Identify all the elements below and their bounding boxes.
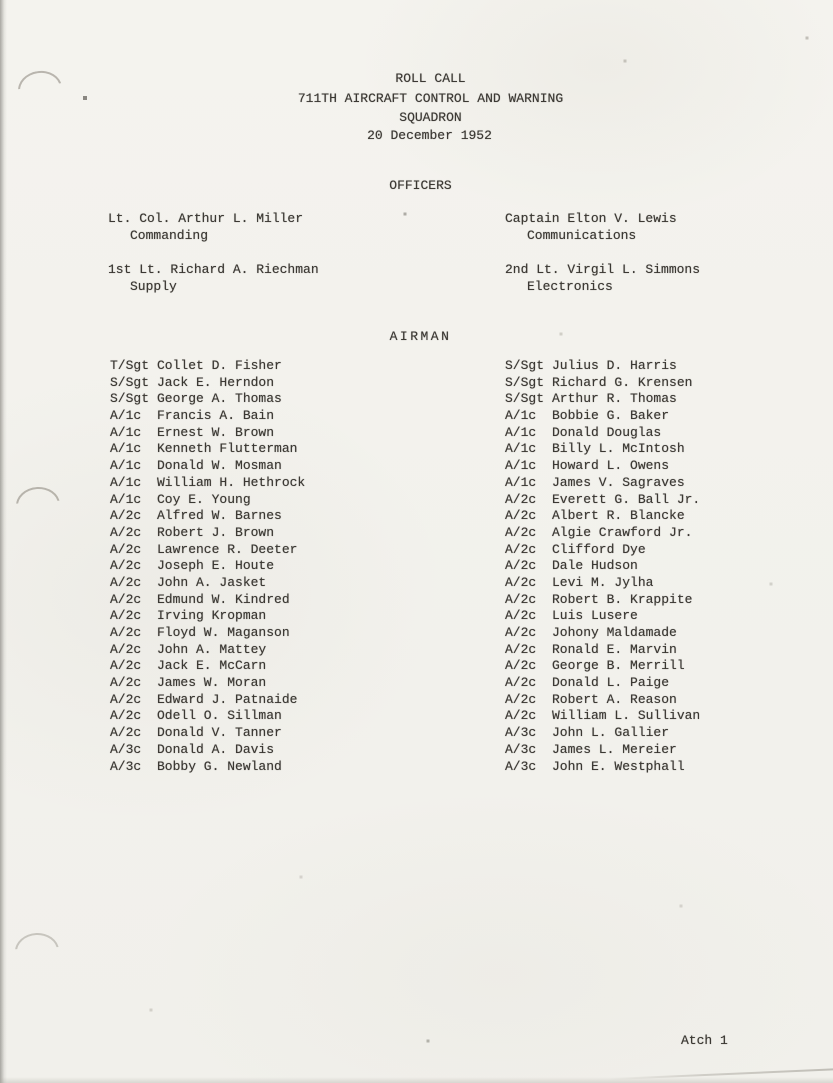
airman-name: Bobby G. Newland <box>157 758 282 774</box>
airman-row <box>110 658 305 675</box>
airman-name: Robert A. Reason <box>552 691 677 707</box>
airman-row <box>505 441 700 458</box>
airman-rank: S/Sgt <box>505 391 545 407</box>
airman-row <box>110 492 305 509</box>
airman-row <box>505 391 700 408</box>
airman-rank: A/2c <box>505 508 537 524</box>
scan-noise-specks <box>0 0 2 2</box>
airman-name: Edmund W. Kindred <box>157 591 290 607</box>
airman-rank: A/2c <box>505 524 537 540</box>
airman-name: Francis A. Bain <box>157 408 275 424</box>
airman-row <box>110 458 305 475</box>
airman-row <box>505 592 700 609</box>
airman-row <box>505 708 700 725</box>
airman-name: Dale Hudson <box>552 558 638 574</box>
airman-row <box>505 425 700 442</box>
officer-role: Electronics <box>527 279 613 294</box>
airman-rank: A/2c <box>505 658 537 674</box>
scan-edge-shadow-left <box>0 0 7 1083</box>
airman-rank: A/3c <box>505 741 537 757</box>
airman-name: Jack E. McCarn <box>157 658 267 674</box>
airman-row <box>505 358 700 375</box>
airman-name: Floyd W. Maganson <box>157 625 290 640</box>
airman-name: John A. Mattey <box>157 641 267 657</box>
airman-rank: A/3c <box>505 758 537 774</box>
airman-row <box>110 475 305 492</box>
airman-row <box>505 692 700 709</box>
airman-rank: A/2c <box>505 675 537 691</box>
officers-list <box>108 210 768 295</box>
airman-name: Donald A. Davis <box>157 741 275 757</box>
airman-rank: A/2c <box>505 691 537 707</box>
airman-row <box>110 441 305 458</box>
airman-rank: A/2c <box>110 608 142 624</box>
officer-name: Lt. Col. Arthur L. Miller <box>108 211 304 226</box>
title-line-2: 711TH AIRCRAFT CONTROL AND WARNING <box>297 90 564 106</box>
officer-role: Supply <box>130 279 177 294</box>
hole-punch-mark-bottom <box>14 932 60 970</box>
airman-name: Arthur R. Thomas <box>552 391 677 407</box>
airman-row <box>505 675 700 692</box>
airman-rank: A/2c <box>110 725 142 741</box>
airman-name: William H. Hethrock <box>157 474 306 490</box>
airman-row <box>110 375 305 392</box>
airman-name: John L. Gallier <box>552 725 670 741</box>
airman-rank: A/3c <box>110 758 142 774</box>
airman-row <box>505 525 700 542</box>
airman-rank: A/2c <box>505 708 537 724</box>
airman-name: Robert J. Brown <box>157 524 275 540</box>
airman-name: Donald W. Mosman <box>157 458 282 474</box>
airman-row <box>110 692 305 709</box>
airman-rank: A/2c <box>110 675 142 691</box>
airman-row <box>110 675 305 692</box>
airman-name: Algie Crawford Jr. <box>552 524 693 540</box>
airman-rank: A/2c <box>110 658 142 674</box>
title-line-1: ROLL CALL <box>395 71 466 86</box>
airman-name: Kenneth Flutterman <box>157 441 298 457</box>
airman-row <box>505 492 700 509</box>
airman-row <box>505 725 700 742</box>
airmen-left-column <box>110 358 305 775</box>
airman-row <box>110 592 305 609</box>
airman-rank: A/2c <box>505 625 537 640</box>
airman-row <box>110 608 305 625</box>
airman-row <box>110 575 305 592</box>
airman-name: Donald V. Tanner <box>157 725 282 741</box>
airman-rank: A/2c <box>505 541 537 557</box>
airman-rank: A/3c <box>110 741 142 757</box>
airman-rank: A/1c <box>110 424 142 440</box>
airman-name: Odell O. Sillman <box>157 708 282 724</box>
officer-name: Captain Elton V. Lewis <box>505 211 677 226</box>
airman-name: Coy E. Young <box>157 491 251 507</box>
airman-row <box>505 542 700 559</box>
document-title-block <box>0 69 833 128</box>
airman-rank: A/3c <box>505 725 537 741</box>
airman-rank: A/1c <box>110 408 142 424</box>
airman-name: Richard G. Krensen <box>552 374 693 390</box>
airman-rank: A/1c <box>110 458 142 474</box>
airman-rank: A/1c <box>505 408 537 424</box>
airman-row <box>505 475 700 492</box>
airman-name: John A. Jasket <box>157 574 267 590</box>
airman-row <box>505 658 700 675</box>
officer-entry <box>505 261 768 295</box>
airman-rank: A/2c <box>110 591 142 607</box>
airman-row <box>505 759 700 776</box>
airman-name: Clifford Dye <box>552 541 646 557</box>
airman-rank: A/2c <box>110 524 142 540</box>
airman-name: James W. Moran <box>157 675 267 691</box>
airman-name: James V. Sagraves <box>552 474 685 490</box>
airman-name: Albert R. Blancke <box>552 508 685 524</box>
airman-row <box>110 425 305 442</box>
airman-row <box>505 458 700 475</box>
airman-name: Ernest W. Brown <box>157 424 275 440</box>
airman-rank: S/Sgt <box>505 358 545 373</box>
airman-name: Joseph E. Houte <box>157 558 275 574</box>
airman-row <box>110 558 305 575</box>
airman-name: Julius D. Harris <box>552 358 677 373</box>
airman-rank: A/2c <box>110 708 142 724</box>
airman-rank: A/2c <box>110 508 142 524</box>
airman-name: John E. Westphall <box>552 758 685 774</box>
officer-entry <box>505 210 768 244</box>
officer-role: Communications <box>527 228 637 243</box>
airman-row <box>110 708 305 725</box>
airman-name: George B. Merrill <box>552 658 685 674</box>
airman-row <box>505 375 700 392</box>
airman-rank: A/2c <box>505 591 537 607</box>
officer-entry <box>108 210 505 244</box>
airman-row <box>505 408 700 425</box>
officer-name: 2nd Lt. Virgil L. Simmons <box>505 262 701 277</box>
airman-row <box>505 575 700 592</box>
airman-name: Jack E. Herndon <box>157 374 275 390</box>
airman-rank: A/1c <box>110 441 142 457</box>
airman-row <box>110 625 305 642</box>
airman-name: Alfred W. Barnes <box>157 508 282 524</box>
airman-name: Edward J. Patnaide <box>157 691 298 707</box>
airman-rank: S/Sgt <box>110 374 150 390</box>
airman-row <box>505 508 700 525</box>
airman-row <box>110 742 305 759</box>
airman-rank: A/2c <box>505 491 537 507</box>
airman-rank: A/2c <box>110 558 142 574</box>
hole-punch-mark-middle <box>15 486 61 525</box>
officer-name: 1st Lt. Richard A. Riechman <box>108 262 319 277</box>
airman-name: Ronald E. Marvin <box>552 641 677 657</box>
airman-rank: A/1c <box>505 441 537 457</box>
airman-rank: A/2c <box>110 625 142 640</box>
airman-name: Irving Kropman <box>157 608 267 624</box>
airman-name: Luis Lusere <box>552 608 638 624</box>
airman-rank: A/2c <box>110 691 142 707</box>
airman-name: Johony Maldamade <box>552 625 677 640</box>
airman-name: Lawrence R. Deeter <box>157 541 298 557</box>
officer-entry <box>108 261 505 295</box>
airman-rank: S/Sgt <box>110 391 150 407</box>
airman-rank: A/2c <box>505 558 537 574</box>
airman-rank: S/Sgt <box>505 374 545 390</box>
airman-name: Donald Douglas <box>552 424 662 440</box>
airman-row <box>110 391 305 408</box>
airman-row <box>505 608 700 625</box>
document-date: 20 December 1952 <box>367 128 492 143</box>
airman-name: James L. Mereier <box>552 741 677 757</box>
airman-row <box>110 642 305 659</box>
airman-name: Levi M. Jylha <box>552 574 654 590</box>
airman-row <box>505 642 700 659</box>
airman-section-heading: AIRMAN <box>389 329 452 344</box>
airman-row <box>110 508 305 525</box>
airman-name: Billy L. McIntosh <box>552 441 685 457</box>
officers-section-heading: OFFICERS <box>389 178 452 193</box>
title-line-3: SQUADRON <box>399 110 462 125</box>
airman-name: Everett G. Ball Jr. <box>552 491 701 507</box>
airman-row <box>110 525 305 542</box>
scan-edge-shadow-bottom <box>0 1077 833 1083</box>
airmen-right-column <box>505 358 700 775</box>
airman-rank: A/2c <box>110 541 142 557</box>
airman-row <box>110 542 305 559</box>
airman-name: Robert B. Krappite <box>552 591 693 607</box>
airman-name: Bobbie G. Baker <box>552 408 670 424</box>
airman-name: Howard L. Owens <box>552 458 670 474</box>
airman-name: Donald L. Paige <box>552 675 670 691</box>
airman-rank: A/1c <box>110 474 142 490</box>
airman-rank: T/Sgt <box>110 358 150 373</box>
airman-rank: A/1c <box>505 458 537 474</box>
airman-row <box>505 558 700 575</box>
airman-rank: A/2c <box>505 574 537 590</box>
airman-rank: A/1c <box>505 474 537 490</box>
airman-rank: A/2c <box>110 574 142 590</box>
airman-rank: A/1c <box>110 491 142 507</box>
airman-row <box>110 759 305 776</box>
airman-rank: A/2c <box>505 641 537 657</box>
airman-row <box>110 408 305 425</box>
airman-name: William L. Sullivan <box>552 708 701 724</box>
airman-row <box>505 742 700 759</box>
airman-rank: A/2c <box>110 641 142 657</box>
airman-rank: A/1c <box>505 424 537 440</box>
airman-rank: A/2c <box>505 608 537 624</box>
airman-row <box>505 625 700 642</box>
airman-name: George A. Thomas <box>157 391 282 407</box>
attachment-label: Atch 1 <box>681 1033 728 1048</box>
airman-name: Collet D. Fisher <box>157 358 282 373</box>
airman-row <box>110 358 305 375</box>
officer-role: Commanding <box>130 228 209 243</box>
airman-row <box>110 725 305 742</box>
